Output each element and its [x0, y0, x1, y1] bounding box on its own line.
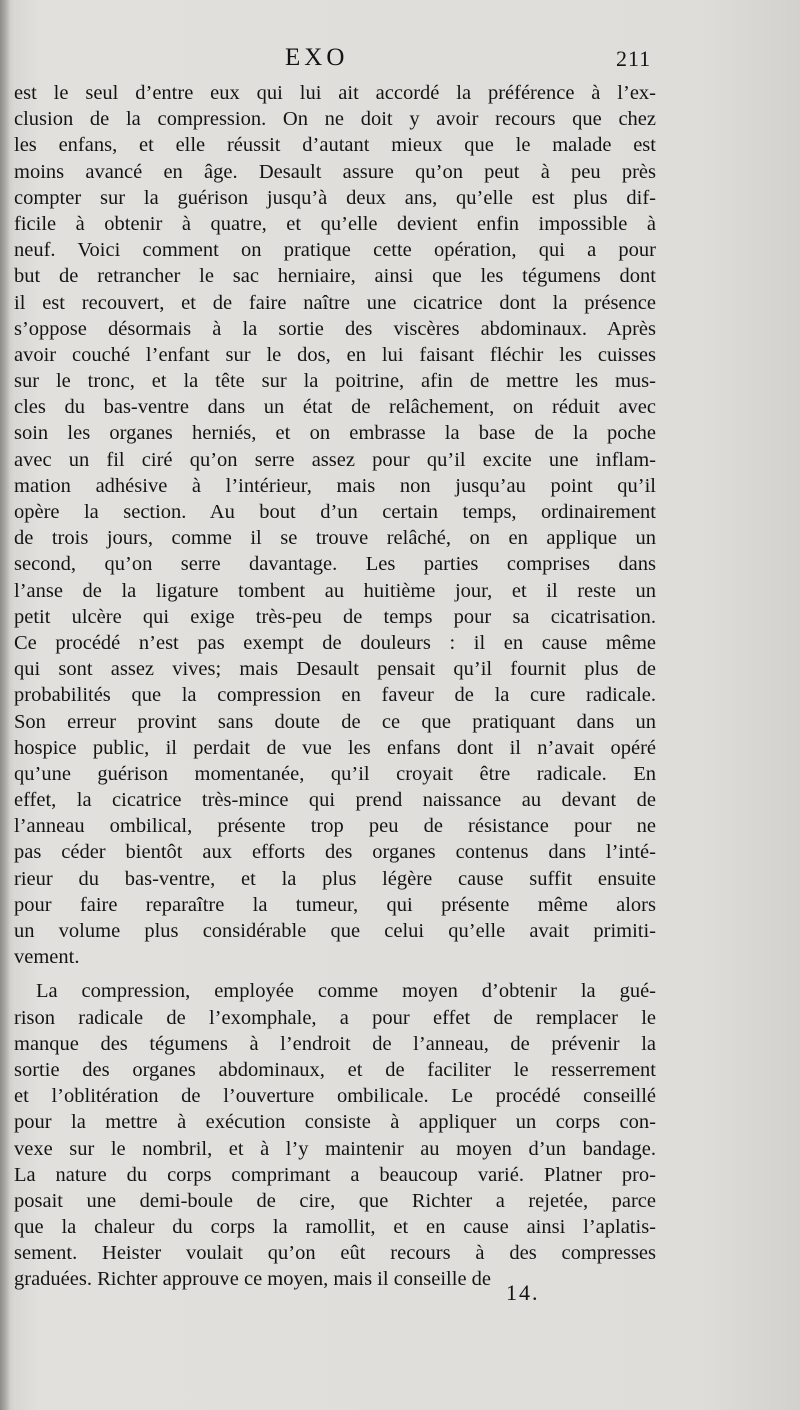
text-line: l’anse de la ligature tombent au huitième jour, et il reste un	[14, 579, 656, 602]
text-line: que la chaleur du corps la ramollit, et en cause ainsi l’aplatis-	[14, 1216, 656, 1239]
paragraph-gap	[14, 970, 656, 978]
text-line: probabilités que la compression en faveur de la cure radicale.	[14, 684, 656, 707]
text-line: de trois jours, comme il se trouve relâché, on en applique un	[14, 527, 656, 550]
text-line: vexe sur le nombril, et à l’y maintenir au moyen d’un bandage.	[14, 1137, 656, 1160]
text-line: est le seul d’entre eux qui lui ait accordé la préférence à l’ex-	[14, 82, 656, 104]
text-line: il est recouvert, et de faire naître une cicatrice dont la présence	[14, 291, 656, 314]
paragraph	[14, 978, 656, 1292]
text-line: sortie des organes abdominaux, et de faciliter le resserrement	[14, 1058, 656, 1081]
text-line: but de retrancher le sac herniaire, ainsi que les tégumens dont	[14, 265, 656, 288]
text-line: manque des tégumens à l’endroit de l’anneau, de prévenir la	[14, 1032, 656, 1055]
text-line: sur le tronc, et la tête sur la poitrine, afin de mettre les mus-	[14, 370, 656, 393]
text-line: opère la section. Au bout d’un certain temps, ordinairement	[14, 501, 656, 523]
text-line: vement.	[14, 946, 80, 969]
text-line: soin les organes herniés, et on embrasse la base de la poche	[14, 422, 656, 445]
text-line: neuf. Voici comment on pratique cette opération, qui a pour	[14, 239, 656, 262]
page-number: 211	[616, 46, 652, 71]
text-line: les enfans, et elle réussit d’autant mieux que le malade est	[14, 134, 656, 157]
running-head	[0, 44, 800, 74]
text-line: petit ulcère qui exige très-peu de temps pour sa cicatrisation.	[14, 605, 656, 628]
text-line: avoir couché l’enfant sur le dos, en lui faisant fléchir les cuisses	[14, 343, 656, 366]
text-line: pour faire reparaître la tumeur, qui présente même alors	[14, 893, 656, 916]
text-line: rieur du bas-ventre, et la plus légère cause suffit ensuite	[14, 867, 656, 890]
signature-mark: 14.	[506, 1280, 540, 1305]
text-line: cles du bas-ventre dans un état de relâchement, on réduit avec	[14, 396, 656, 419]
text-line: rison radicale de l’exomphale, a pour effet de remplacer le	[14, 1006, 656, 1029]
text-line: compter sur la guérison jusqu’à deux ans, qu’elle est plus dif-	[14, 186, 656, 209]
text-line: l’anneau ombilical, présente trop peu de résistance pour ne	[14, 815, 656, 838]
paragraph	[14, 80, 656, 970]
text-line: qu’une guérison momentanée, qu’il croyait être radicale. En	[14, 762, 656, 785]
text-line: clusion de la compression. On ne doit y avoir recours que chez	[14, 108, 656, 131]
text-line: La nature du corps comprimant a beaucoup varié. Platner pro-	[14, 1163, 656, 1186]
text-line: posait une demi-boule de cire, que Richter a rejetée, parce	[14, 1189, 656, 1212]
text-line: pas céder bientôt aux efforts des organes contenus dans l’inté-	[14, 841, 656, 864]
text-line: sement. Heister voulait qu’on eût recours à des compresses	[14, 1242, 656, 1265]
running-head-title: EXO	[285, 44, 349, 71]
text-line: graduées. Richter approuve ce moyen, mais il conseille de	[14, 1268, 492, 1291]
text-line: qui sont assez vives; mais Desault pensait qu’il fournit plus de	[14, 658, 656, 681]
gutter-shadow	[0, 0, 10, 1410]
text-line: hospice public, il perdait de vue les enfans dont il n’avait opéré	[14, 736, 656, 759]
text-line: avec un fil ciré qu’on serre assez pour qu’il excite une inflam-	[14, 448, 656, 471]
text-line: mation adhésive à l’intérieur, mais non jusqu’au point qu’il	[14, 474, 656, 497]
text-line: et l’oblitération de l’ouverture ombilicale. Le procédé conseillé	[14, 1085, 656, 1108]
text-line: s’oppose désormais à la sortie des viscères abdominaux. Après	[14, 317, 656, 340]
text-line: ficile à obtenir à quatre, et qu’elle devient enfin impossible à	[14, 212, 656, 235]
text-line: effet, la cicatrice très-mince qui prend naissance au devant de	[14, 789, 656, 812]
text-line: moins avancé en âge. Desault assure qu’on peut à peu près	[14, 160, 656, 183]
text-line: second, qu’on serre davantage. Les parties comprises dans	[14, 553, 656, 576]
text-line: pour la mettre à exécution consiste à appliquer un corps con-	[14, 1111, 656, 1134]
text-line: Ce procédé n’est pas exempt de douleurs : il en cause même	[14, 631, 656, 654]
text-line: Son erreur provint sans doute de ce que pratiquant dans un	[14, 710, 656, 733]
text-line: un volume plus considérable que celui qu’elle avait primiti-	[14, 920, 656, 942]
body-text	[14, 80, 656, 1293]
text-line: La compression, employée comme moyen d’obtenir la gué-	[36, 980, 656, 1003]
